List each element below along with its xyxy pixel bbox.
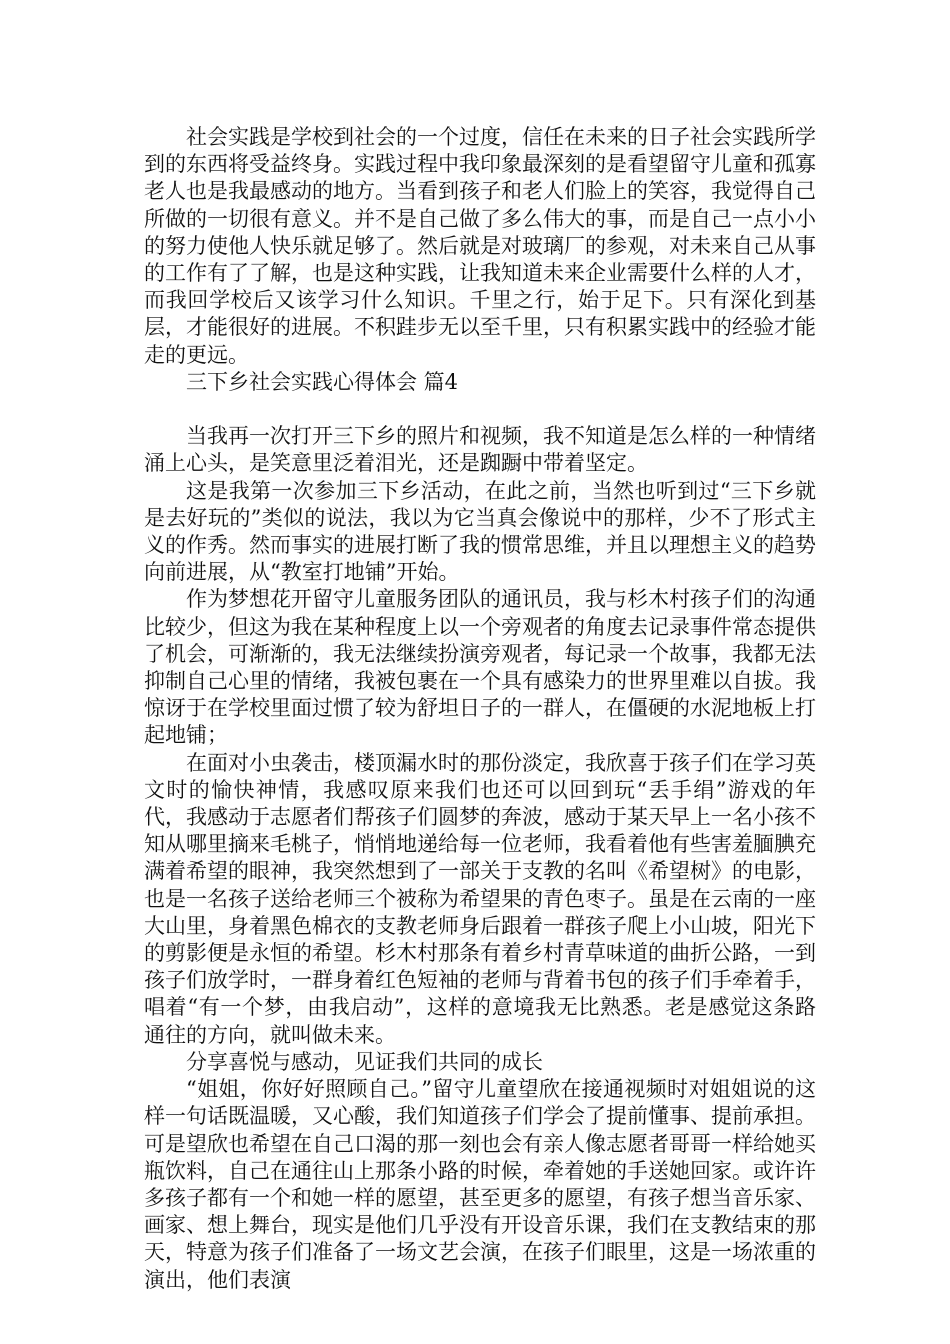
paragraph-first-time: 这是我第一次参加三下乡活动，在此之前，当然也听到过“三下乡就是去好玩的”类似的说法，我以为它当真会像说中的那样，少不了形式主义的作秀。然而事实的进展打断了我的惯常思维，并且以理想主义的趋势向前进展，从“教室打地铺”开始。	[144, 478, 816, 585]
subheading-share: 分享喜悦与感动，见证我们共同的成长	[186, 1049, 543, 1074]
paragraph-insects: 在面对小虫袭击，楼顶漏水时的那份淡定，我欣喜于孩子们在学习英文时的愉快神情，我感叹原来我们也还可以回到玩“丢手绢”游戏的年代，我感动于志愿者们帮孩子们圆梦的奔波，感动于某天早上一名小孩不知从哪里摘来毛桃子，悄悄地递给每一位老师，我看着他有些害羞腼腆充满着希望的眼神，我突然想到了一部关于支教的名叫《希望树》的电影，也是一名孩子送给老师三个被称为希望果的青色枣子。虽是在云南的一座大山里，身着黑色棉衣的支教老师身后跟着一群孩子爬上小山坡，阳光下的剪影便是永恒的希望。杉木村那条有着乡村青草味道的曲折公路，一到孩子们放学时，一群身着红色短袖的老师与背着书包的孩子们手牵着手，唱着“有一个梦，由我启动”，这样的意境我无比熟悉。老是感觉这条路通往的方向，就叫做未来。	[144, 750, 816, 1047]
paragraph-social-practice: 社会实践是学校到社会的一个过度，信任在未来的日子社会实践所学到的东西将受益终身。实践过程中我印象最深刻的是看望留守儿童和孤寡老人也是我最感动的地方。当看到孩子和老人们脸上的笑容，我觉得自己所做的一切很有意义。并不是自己做了多么伟大的事，而是自己一点小小的努力使他人快乐就足够了。然后就是对玻璃厂的参观，对未来自己从事的工作有了了解，也是这种实践，让我知道未来企业需要什么样的人才，而我回学校后又该学习什么知识。千里之行，始于足下。只有深化到基层，才能很好的进展。不积跬步无以至千里，只有积累实践中的经验才能走的更远。	[144, 125, 816, 367]
paragraph-photos: 当我再一次打开三下乡的照片和视频，我不知道是怎么样的一种情绪涌上心头，是笑意里泛着泪光，还是踟蹰中带着坚定。	[144, 424, 816, 476]
blank-line	[144, 396, 816, 423]
paragraph-sister: “姐姐，你好好照顾自己。”留守儿童望欣在接通视频时对姐姐说的这样一句话既温暖，又心酸，我们知道孩子们学会了提前懂事、提前承担。可是望欣也希望在自己口渴的那一刻也会有亲人像志愿者哥哥一样给她买瓶饮料，自己在通往山上那条小路的时候，牵着她的手送她回家。或许许多孩子都有一个和她一样的愿望，甚至更多的愿望，有孩子想当音乐家、画家、想上舞台，现实是他们几乎没有开设音乐课，我们在支教结束的那天，特意为孩子们准备了一场文艺会演，在孩子们眼里，这是一场浓重的演出，他们表演	[144, 1077, 816, 1292]
section-heading: 三下乡社会实践心得体会 篇4	[186, 369, 459, 394]
document-page	[144, 124, 816, 1294]
paragraph-correspondent: 作为梦想花开留守儿童服务团队的通讯员，我与杉木村孩子们的沟通比较少，但这为我在某种程度上以一个旁观者的角度去记录事件常态提供了机会，可渐渐的，我无法继续扮演旁观者，每记录一个故事，我都无法抑制自己心里的情绪，我被包裹在一个具有感染力的世界里难以自拔。我惊讶于在学校里面过惯了较为舒坦日子的一群人，在僵硬的水泥地板上打起地铺；	[144, 587, 816, 748]
